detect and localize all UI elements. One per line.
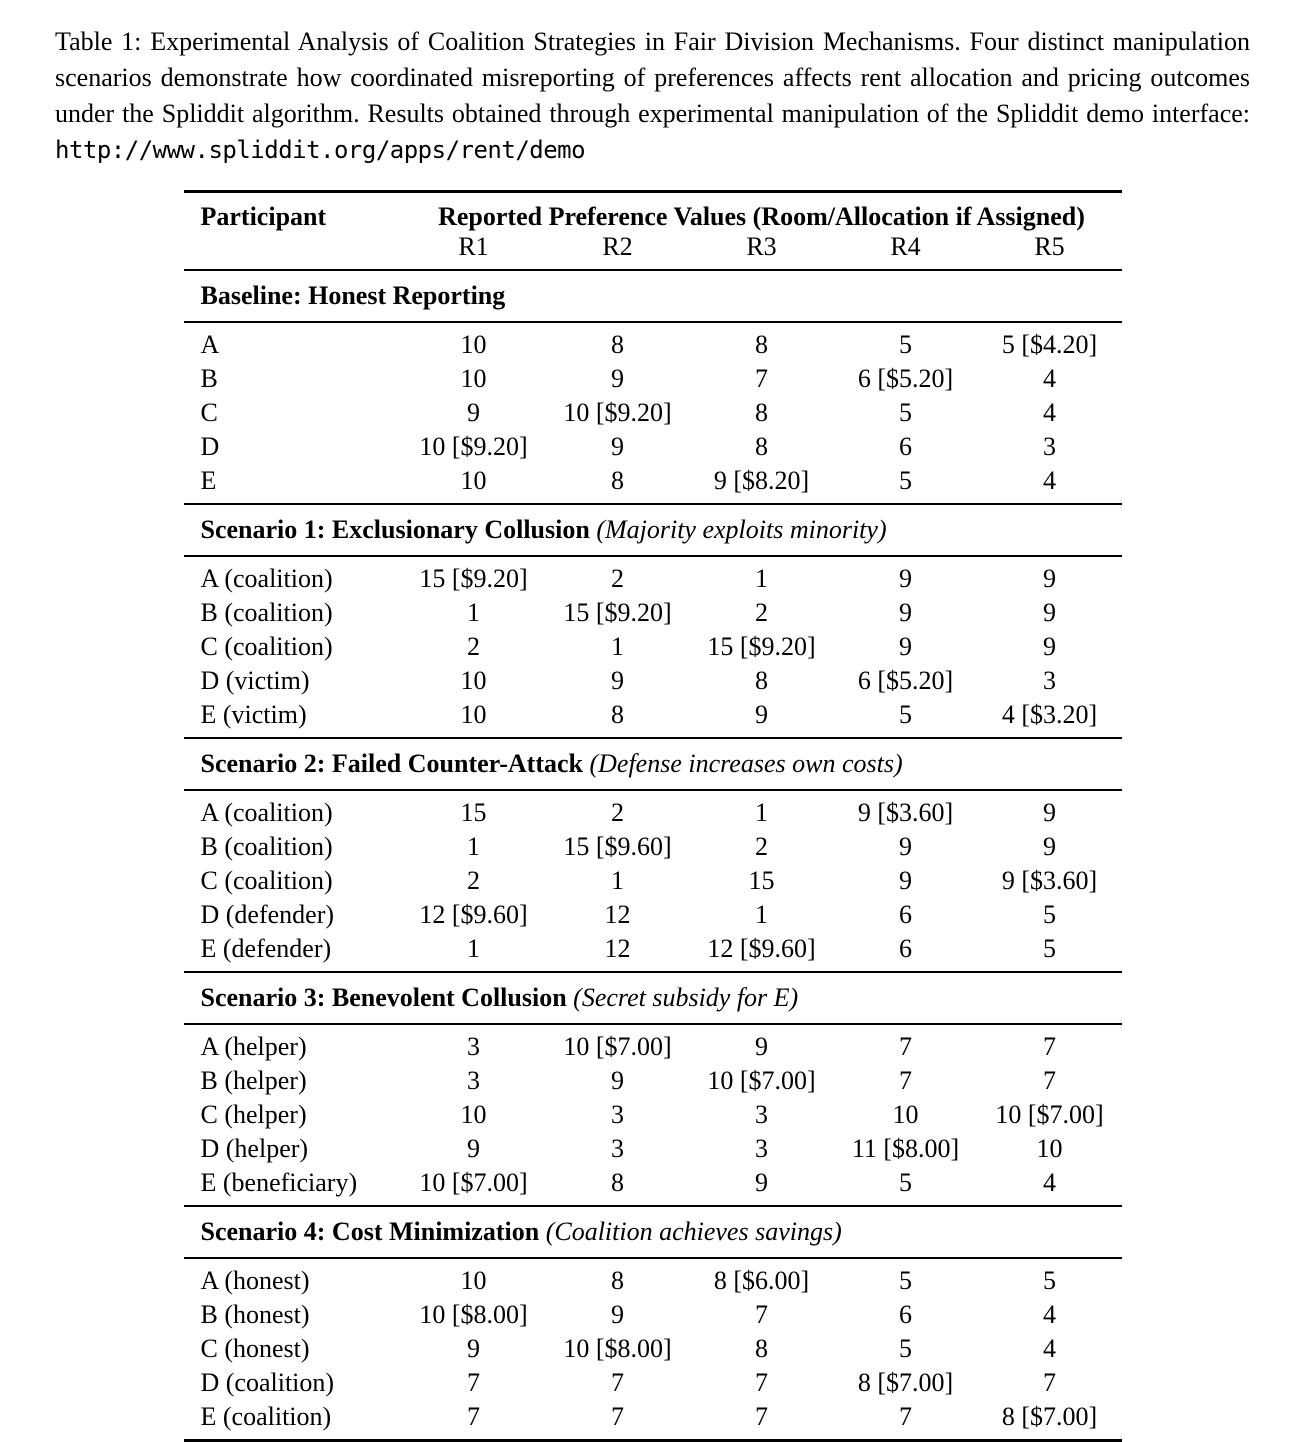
section-header-row xyxy=(184,270,1122,322)
value-cell: 7 xyxy=(755,364,768,393)
value-cell: 6 xyxy=(899,934,912,963)
participant-label: E (beneficiary) xyxy=(200,1168,358,1197)
table-row xyxy=(184,396,1122,430)
table-row xyxy=(184,630,1122,664)
participant-label: C (helper) xyxy=(200,1100,307,1129)
value-cell: 3 xyxy=(755,1100,768,1129)
value-cell: 2 xyxy=(467,866,480,895)
value-cell: 2 xyxy=(755,832,768,861)
section-header-cell xyxy=(184,972,1122,1024)
value-cell: 15 [$9.20] xyxy=(419,564,528,593)
value-cell: 8 xyxy=(611,700,624,729)
value-cell: 9 xyxy=(1043,598,1056,627)
caption-text: Experimental Analysis of Coalition Strategies in Fair Division Mechanisms. Four distinct manipulation scenarios demonstrate how coordinated misreporting of preferences affects rent allocation and pricing outcomes under the Spliddit algorithm. Results obtained through experimental manipulation of the Spliddit demo interface: xyxy=(55,27,1250,128)
value-cell: 1 xyxy=(467,934,480,963)
table-row xyxy=(184,362,1122,396)
section-header-cell xyxy=(184,1206,1122,1258)
value-cell: 10 xyxy=(460,466,487,495)
section-header-row xyxy=(184,1206,1122,1258)
value-cell: 1 xyxy=(611,866,624,895)
value-cell: 7 xyxy=(899,1402,912,1431)
value-cell: 5 xyxy=(1043,1266,1056,1295)
value-cell: 8 xyxy=(611,1168,624,1197)
section-header-cell xyxy=(184,270,1122,322)
col-header-participant: Participant xyxy=(200,202,327,231)
value-cell: 4 xyxy=(1043,466,1056,495)
participant-label: A (coalition) xyxy=(200,798,333,827)
value-cell: 2 xyxy=(611,798,624,827)
table-body xyxy=(184,270,1122,1441)
value-cell: 1 xyxy=(755,900,768,929)
table-row xyxy=(184,932,1122,972)
value-cell: 9 xyxy=(611,1300,624,1329)
value-cell: 8 xyxy=(755,666,768,695)
section-header-cell xyxy=(184,738,1122,790)
value-cell: 15 xyxy=(748,866,775,895)
value-cell: 9 [$3.60] xyxy=(1001,866,1098,895)
value-cell: 2 xyxy=(755,598,768,627)
value-cell: 7 xyxy=(755,1402,768,1431)
participant-label: D xyxy=(200,432,220,461)
caption-label: Table 1: xyxy=(55,27,142,56)
value-cell: 5 xyxy=(899,1266,912,1295)
value-cell: 10 [$7.00] xyxy=(563,1032,672,1061)
table-row xyxy=(184,1098,1122,1132)
value-cell: 7 xyxy=(755,1300,768,1329)
value-cell: 9 [$3.60] xyxy=(857,798,954,827)
value-cell: 8 xyxy=(755,1334,768,1363)
participant-label: A xyxy=(200,330,220,359)
col-header-room: R2 xyxy=(546,232,690,270)
value-cell: 9 xyxy=(755,1168,768,1197)
value-cell: 12 [$9.60] xyxy=(419,900,528,929)
value-cell: 3 xyxy=(1043,666,1056,695)
value-cell: 9 xyxy=(611,364,624,393)
section-title: Scenario 2: Failed Counter-Attack xyxy=(200,749,583,778)
col-header-group: Reported Preference Values (Room/Allocation if Assigned) xyxy=(438,202,1085,231)
section-header-cell xyxy=(184,504,1122,556)
value-cell: 7 xyxy=(611,1402,624,1431)
value-cell: 10 [$7.00] xyxy=(419,1168,528,1197)
participant-label: D (defender) xyxy=(200,900,335,929)
value-cell: 5 xyxy=(899,330,912,359)
participant-label: B (honest) xyxy=(200,1300,310,1329)
value-cell: 10 [$7.00] xyxy=(707,1066,816,1095)
value-cell: 10 xyxy=(460,700,487,729)
table-row xyxy=(184,556,1122,596)
value-cell: 5 [$4.20] xyxy=(1001,330,1098,359)
value-cell: 12 xyxy=(604,934,631,963)
col-header-room: R4 xyxy=(834,232,978,270)
value-cell: 2 xyxy=(467,632,480,661)
value-cell: 6 [$5.20] xyxy=(857,666,954,695)
value-cell: 8 [$7.00] xyxy=(1001,1402,1098,1431)
participant-label: B xyxy=(200,364,218,393)
table-row xyxy=(184,1400,1122,1441)
value-cell: 1 xyxy=(611,632,624,661)
header-columns-row xyxy=(184,232,1122,270)
value-cell: 9 xyxy=(1043,832,1056,861)
table-head xyxy=(184,192,1122,271)
value-cell: 7 xyxy=(1043,1032,1056,1061)
section-title: Baseline: Honest Reporting xyxy=(200,281,506,310)
value-cell: 5 xyxy=(899,1168,912,1197)
value-cell: 5 xyxy=(1043,900,1056,929)
table-row xyxy=(184,596,1122,630)
participant-label: C (coalition) xyxy=(200,632,333,661)
value-cell: 7 xyxy=(1043,1368,1056,1397)
value-cell: 7 xyxy=(467,1402,480,1431)
value-cell: 12 xyxy=(604,900,631,929)
value-cell: 7 xyxy=(899,1032,912,1061)
value-cell: 3 xyxy=(755,1134,768,1163)
value-cell: 9 xyxy=(755,1032,768,1061)
section-title: Scenario 1: Exclusionary Collusion xyxy=(200,515,590,544)
section-title: Scenario 3: Benevolent Collusion xyxy=(200,983,567,1012)
participant-label: E (coalition) xyxy=(200,1402,332,1431)
value-cell: 10 xyxy=(892,1100,919,1129)
participant-label: D (victim) xyxy=(200,666,310,695)
section-note: (Defense increases own costs) xyxy=(582,749,903,778)
table-row xyxy=(184,790,1122,830)
value-cell: 9 xyxy=(899,866,912,895)
participant-label: A (honest) xyxy=(200,1266,310,1295)
value-cell: 8 xyxy=(755,398,768,427)
participant-label: D (helper) xyxy=(200,1134,309,1163)
value-cell: 8 xyxy=(755,330,768,359)
participant-label: C (coalition) xyxy=(200,866,333,895)
value-cell: 3 xyxy=(467,1032,480,1061)
col-header-empty xyxy=(184,232,402,270)
value-cell: 9 xyxy=(899,564,912,593)
value-cell: 4 [$3.20] xyxy=(1001,700,1098,729)
value-cell: 7 xyxy=(467,1368,480,1397)
table-caption xyxy=(55,24,1250,168)
table-row xyxy=(184,1258,1122,1298)
value-cell: 9 xyxy=(1043,632,1056,661)
value-cell: 5 xyxy=(899,700,912,729)
participant-label: C (honest) xyxy=(200,1334,310,1363)
value-cell: 15 [$9.20] xyxy=(563,598,672,627)
section-title: Scenario 4: Cost Minimization xyxy=(200,1217,540,1246)
value-cell: 10 xyxy=(460,364,487,393)
value-cell: 9 xyxy=(611,432,624,461)
value-cell: 10 [$7.00] xyxy=(995,1100,1104,1129)
value-cell: 10 xyxy=(460,330,487,359)
value-cell: 15 [$9.60] xyxy=(563,832,672,861)
value-cell: 3 xyxy=(1043,432,1056,461)
value-cell: 10 [$9.20] xyxy=(563,398,672,427)
col-header-room: R1 xyxy=(402,232,546,270)
value-cell: 9 xyxy=(899,632,912,661)
section-header-row xyxy=(184,738,1122,790)
results-table xyxy=(184,190,1122,1442)
value-cell: 5 xyxy=(899,466,912,495)
value-cell: 1 xyxy=(755,798,768,827)
value-cell: 9 xyxy=(1043,798,1056,827)
value-cell: 6 xyxy=(899,432,912,461)
value-cell: 4 xyxy=(1043,1168,1056,1197)
table-row xyxy=(184,1298,1122,1332)
value-cell: 9 xyxy=(899,832,912,861)
value-cell: 9 xyxy=(611,1066,624,1095)
value-cell: 10 [$8.00] xyxy=(419,1300,528,1329)
participant-label: E xyxy=(200,466,217,495)
caption-url[interactable]: http://www.spliddit.org/apps/rent/demo xyxy=(55,136,586,164)
value-cell: 10 xyxy=(460,666,487,695)
table-row xyxy=(184,898,1122,932)
section-note: (Coalition achieves savings) xyxy=(539,1217,842,1246)
section-note: (Majority exploits minority) xyxy=(589,515,887,544)
table-row xyxy=(184,1024,1122,1064)
participant-label: C xyxy=(200,398,218,427)
value-cell: 3 xyxy=(611,1100,624,1129)
value-cell: 1 xyxy=(467,832,480,861)
value-cell: 7 xyxy=(755,1368,768,1397)
col-header-room: R3 xyxy=(690,232,834,270)
value-cell: 4 xyxy=(1043,1334,1056,1363)
value-cell: 9 [$8.20] xyxy=(713,466,810,495)
value-cell: 4 xyxy=(1043,364,1056,393)
table-row xyxy=(184,1366,1122,1400)
value-cell: 2 xyxy=(611,564,624,593)
value-cell: 12 [$9.60] xyxy=(707,934,816,963)
value-cell: 8 xyxy=(611,1266,624,1295)
participant-label: D (coalition) xyxy=(200,1368,335,1397)
value-cell: 7 xyxy=(1043,1066,1056,1095)
header-group-row xyxy=(184,192,1122,233)
value-cell: 9 xyxy=(467,398,480,427)
table-row xyxy=(184,698,1122,738)
value-cell: 9 xyxy=(467,1134,480,1163)
table-row xyxy=(184,864,1122,898)
table-row xyxy=(184,1064,1122,1098)
value-cell: 10 [$9.20] xyxy=(419,432,528,461)
participant-label: E (victim) xyxy=(200,700,307,729)
participant-label: A (helper) xyxy=(200,1032,307,1061)
value-cell: 3 xyxy=(611,1134,624,1163)
value-cell: 8 xyxy=(611,466,624,495)
value-cell: 9 xyxy=(611,666,624,695)
table-row xyxy=(184,1132,1122,1166)
value-cell: 9 xyxy=(899,598,912,627)
value-cell: 6 [$5.20] xyxy=(857,364,954,393)
table-row xyxy=(184,830,1122,864)
value-cell: 10 xyxy=(460,1266,487,1295)
participant-label: B (coalition) xyxy=(200,598,333,627)
value-cell: 4 xyxy=(1043,398,1056,427)
value-cell: 11 [$8.00] xyxy=(851,1134,960,1163)
value-cell: 1 xyxy=(755,564,768,593)
col-header-room: R5 xyxy=(978,232,1122,270)
section-header-row xyxy=(184,972,1122,1024)
participant-label: E (defender) xyxy=(200,934,332,963)
section-header-row xyxy=(184,504,1122,556)
value-cell: 10 xyxy=(460,1100,487,1129)
value-cell: 5 xyxy=(1043,934,1056,963)
table-row xyxy=(184,464,1122,504)
value-cell: 9 xyxy=(1043,564,1056,593)
value-cell: 8 xyxy=(755,432,768,461)
value-cell: 15 [$9.20] xyxy=(707,632,816,661)
value-cell: 9 xyxy=(467,1334,480,1363)
value-cell: 7 xyxy=(899,1066,912,1095)
table-row xyxy=(184,1166,1122,1206)
participant-label: A (coalition) xyxy=(200,564,333,593)
value-cell: 1 xyxy=(467,598,480,627)
value-cell: 8 xyxy=(611,330,624,359)
value-cell: 9 xyxy=(755,700,768,729)
table-row xyxy=(184,322,1122,362)
value-cell: 10 [$8.00] xyxy=(563,1334,672,1363)
value-cell: 6 xyxy=(899,1300,912,1329)
value-cell: 3 xyxy=(467,1066,480,1095)
paper-page xyxy=(0,24,1305,1442)
table-row xyxy=(184,430,1122,464)
value-cell: 4 xyxy=(1043,1300,1056,1329)
participant-label: B (helper) xyxy=(200,1066,307,1095)
value-cell: 15 xyxy=(460,798,487,827)
value-cell: 5 xyxy=(899,398,912,427)
table-row xyxy=(184,664,1122,698)
value-cell: 8 [$6.00] xyxy=(713,1266,810,1295)
value-cell: 8 [$7.00] xyxy=(857,1368,954,1397)
value-cell: 10 xyxy=(1036,1134,1063,1163)
value-cell: 5 xyxy=(899,1334,912,1363)
participant-label: B (coalition) xyxy=(200,832,333,861)
section-note: (Secret subsidy for E) xyxy=(566,983,799,1012)
value-cell: 7 xyxy=(611,1368,624,1397)
table-row xyxy=(184,1332,1122,1366)
value-cell: 6 xyxy=(899,900,912,929)
